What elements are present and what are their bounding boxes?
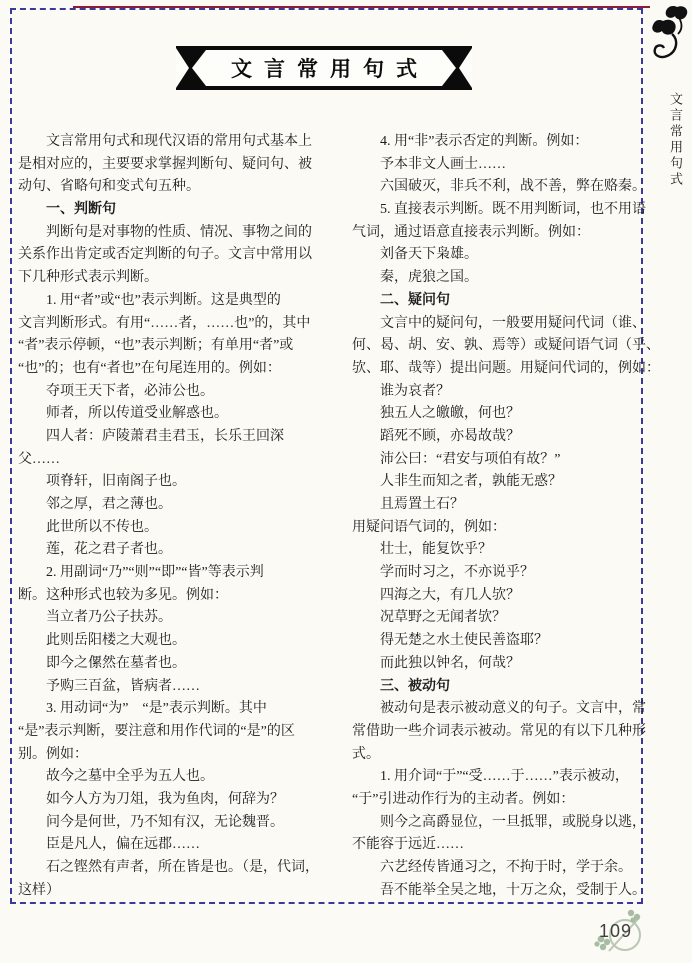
text-line: 谁为哀者？ <box>352 383 450 399</box>
text-line: 故今之墓中全乎为五人也。 <box>18 769 214 785</box>
text-line: 何、曷、胡、安、孰、焉等）或疑问语气词（乎、 <box>352 338 660 354</box>
text-line: 3. 用动词“为” “是”表示判断。其中 <box>18 701 267 717</box>
text-line: 师者，所以传道受业解惑也。 <box>18 406 228 422</box>
text-line: 沛公曰：“君安与项伯有故？” <box>352 451 561 467</box>
text-line: 项脊轩，旧南阁子也。 <box>18 474 186 490</box>
text-line: 此则岳阳楼之大观也。 <box>18 633 186 649</box>
column-right <box>352 131 660 902</box>
text-line: 况草野之无闻者欤？ <box>352 610 506 626</box>
floral-flourish-icon <box>650 4 692 73</box>
text-line: 一、判断句 <box>18 202 116 218</box>
text-line: 被动句是表示被动意义的句子。文言中，常 <box>352 701 646 717</box>
text-line: 学而时习之，不亦说乎？ <box>352 565 534 581</box>
text-line: 壮士，能复饮乎？ <box>352 542 492 558</box>
title-banner <box>176 46 472 90</box>
text-line: 判断句是对事物的性质、情况、事物之间的 <box>18 224 312 240</box>
text-line: 别。例如： <box>18 746 88 762</box>
text-line: 蹈死不顾，亦曷故哉？ <box>352 428 520 444</box>
text-line: 问今是何世，乃不知有汉，无论魏晋。 <box>18 814 284 830</box>
text-line: 刘备天下枭雄。 <box>352 247 478 263</box>
text-line: 欤、耶、哉等）提出问题。用疑问代词的，例如： <box>352 360 660 376</box>
text-line: 文言中的疑问句，一般要用疑问代词（谁、 <box>352 315 646 331</box>
text-line: 独五人之皦皦，何也？ <box>352 406 520 422</box>
text-line: 气词，通过语意直接表示判断。例如： <box>352 224 590 240</box>
text-line: 且焉置土石？ <box>352 497 464 512</box>
text-line: 1. 用“者”或“也”表示判断。这是典型的 <box>18 292 281 308</box>
text-line: 予购三百盆，皆病者…… <box>18 678 200 694</box>
text-line: 断。这种形式也较为多见。例如： <box>18 587 228 603</box>
text-line: 二、疑问句 <box>352 292 450 308</box>
column-left <box>18 131 340 902</box>
text-line: 下几种形式表示判断。 <box>18 270 158 286</box>
text-line: 六艺经传皆通习之，不拘于时，学于余。 <box>352 860 632 875</box>
text-line: 文言常用句式和现代汉语的常用句式基本上 <box>18 134 312 149</box>
text-line: 2. 用副词“乃”“则”“即”“皆”等表示判 <box>18 565 264 581</box>
text-line: 秦，虎狼之国。 <box>352 270 478 286</box>
text-line: 当立者乃公子扶苏。 <box>18 610 172 626</box>
text-line: 得无楚之水土使民善盗耶？ <box>352 633 548 649</box>
text-line: 夺项王天下者，必沛公也。 <box>18 383 214 399</box>
text-line: 5. 直接表示判断。既不用判断词，也不用语 <box>352 202 646 218</box>
page-title: 文言常用句式 <box>231 57 429 81</box>
text-line: “者”表示停顿，“也”表示判断；有单用“者”或 <box>18 338 294 354</box>
text-line: 三、被动句 <box>352 678 450 694</box>
text-line: 即今之傫然在墓者也。 <box>18 655 186 671</box>
text-line: 关系作出肯定或否定判断的句子。文言中常用以 <box>18 247 312 263</box>
text-line: 常借助一些介词表示被动。常见的有以下几种形 <box>352 723 646 739</box>
text-line: 式。 <box>352 746 380 762</box>
text-line: 这样） <box>18 882 60 898</box>
text-line: 吾不能举全吴之地，十万之众，受制于人。 <box>352 882 646 898</box>
text-line: 石之铿然有声者，所在皆是也。（是，代词， <box>18 860 319 875</box>
text-line: 四海之大，有几人欤？ <box>352 587 520 603</box>
text-line: 莲，花之君子者也。 <box>18 542 172 558</box>
text-line: “于”引进动作行为的主动者。例如： <box>352 791 575 807</box>
text-line: 动句、省略句和变式句五种。 <box>18 179 200 195</box>
text-line: 则今之高爵显位，一旦抵罪，或脱身以逃， <box>352 814 646 830</box>
text-line: 六国破灭，非兵不利，战不善，弊在赂秦。 <box>352 179 646 195</box>
text-line: 予本非文人画士…… <box>352 156 506 172</box>
text-line: 父…… <box>18 451 60 467</box>
sidebar-vertical-title: 文言常用句式 <box>668 92 683 188</box>
page-number: 109 <box>599 921 633 941</box>
text-line: 邻之厚，君之薄也。 <box>18 497 172 512</box>
text-line: 四人者：庐陵萧君圭君玉，长乐王回深 <box>18 428 284 444</box>
text-line: 如今人方为刀俎，我为鱼肉，何辞为？ <box>18 791 284 807</box>
text-line: 4. 用“非”表示否定的判断。例如： <box>352 134 589 149</box>
text-line: 文言判断形式。有用“……者，……也”的，其中 <box>18 315 311 331</box>
text-line: 此世所以不传也。 <box>18 519 158 535</box>
text-line: 人非生而知之者，孰能无惑？ <box>352 474 562 490</box>
text-line: 臣是凡人，偏在远郡…… <box>18 837 200 853</box>
text-line: 1. 用介词“于”“受……于……”表示被动， <box>352 769 629 785</box>
text-line: 不能容于远近…… <box>352 837 464 853</box>
text-line: 而此独以钟名，何哉？ <box>352 655 520 671</box>
text-line: 用疑问语气词的，例如： <box>352 519 506 535</box>
text-line: 是相对应的，主要要求掌握判断句、疑问句、被 <box>18 156 312 172</box>
text-line: “也”的；也有“者也”在句尾连用的。例如： <box>18 360 281 376</box>
text-line: “是”表示判断，要注意和用作代词的“是”的区 <box>18 723 295 739</box>
